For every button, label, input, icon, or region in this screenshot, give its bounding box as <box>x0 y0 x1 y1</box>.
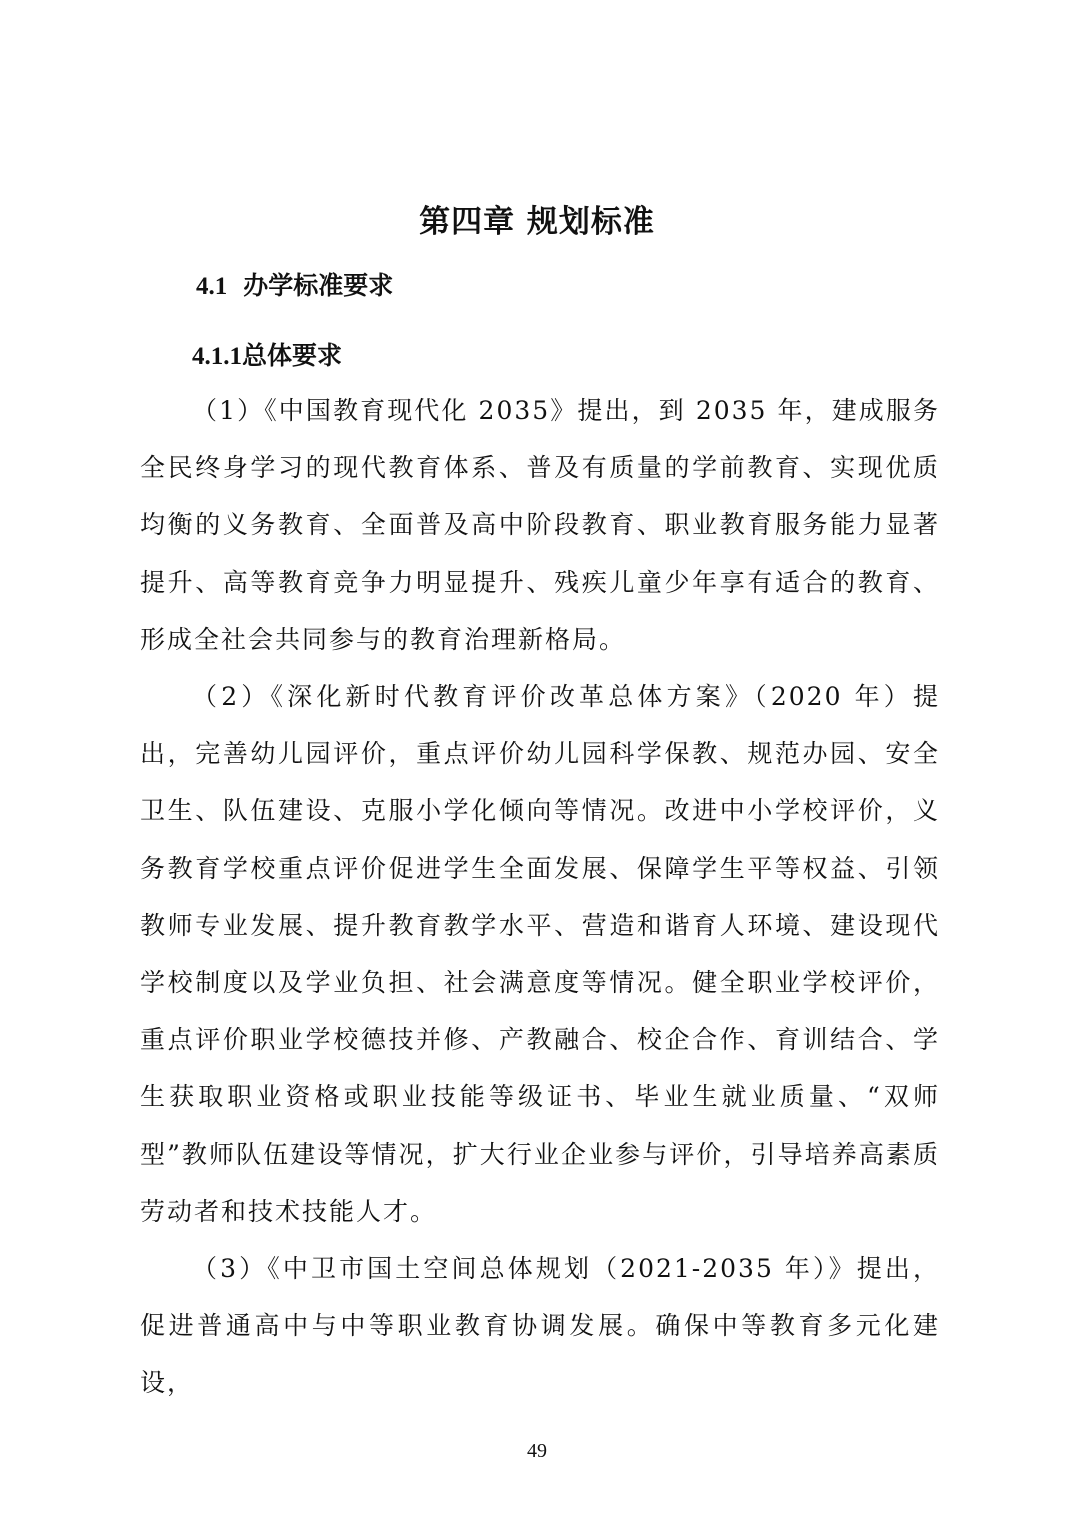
subsection-title: 总体要求 <box>242 341 343 370</box>
section-heading <box>196 266 393 302</box>
paragraph-3: （3）《中卫市国土空间总体规划（2021-2035 年）》提出，促进普通高中与中等职业教育协调发展。确保中等教育多元化建设， <box>140 1254 940 1398</box>
paragraph-1: （1）《中国教育现代化 2035》提出，到 2035 年，建成服务全民终身学习的现代教育体系、普及有质量的学前教育、实现优质均衡的义务教育、全面普及高中阶段教育、职业教育服务能力显著提升、高等教育竞争力明显提升、残疾儿童少年享有适合的教育、形成全社会共同参与的教育治理新格局。 <box>140 396 940 654</box>
subsection-number: 4.1.1 <box>192 343 242 370</box>
page-number: 49 <box>527 1440 547 1462</box>
body-text <box>140 382 940 1412</box>
subsection-heading <box>192 336 342 372</box>
paragraph-2: （2）《深化新时代教育评价改革总体方案》（2020 年）提出，完善幼儿园评价，重点评价幼儿园科学保教、规范办园、安全卫生、队伍建设、克服小学化倾向等情况。改进中小学校评价，义务教育学校重点评价促进学生全面发展、保障学生平等权益、引领教师专业发展、提升教育教学水平、营造和谐育人环境、建设现代学校制度以及学业负担、社会满意度等情况。健全职业学校评价，重点评价职业学校德技并修、产教融合、校企合作、育训结合、学生获取职业资格或职业技能等级证书、毕业生就业质量、“双师型”教师队伍建设等情况，扩大行业企业参与评价，引导培养高素质劳动者和技术技能人才。 <box>140 682 940 1226</box>
chapter-title: 第四章 规划标准 <box>419 204 655 240</box>
section-number: 4.1 <box>196 273 228 300</box>
section-title: 办学标准要求 <box>243 271 394 300</box>
